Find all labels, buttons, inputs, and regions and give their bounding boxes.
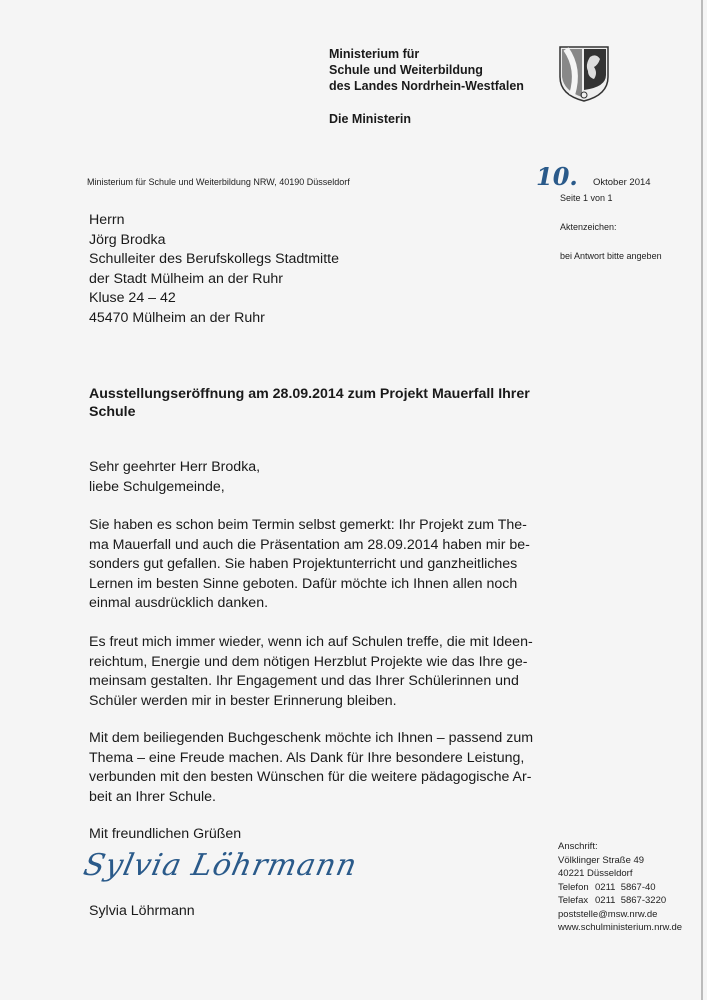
subject-line: Ausstellungseröffnung am 28.09.2014 zum Projekt Mauerfall Ihrer	[89, 386, 530, 402]
subject-line: Schule	[89, 404, 136, 420]
reference-note: bei Antwort bitte angeben	[560, 251, 662, 261]
recipient-line: der Stadt Mülheim an der Ruhr	[89, 270, 283, 287]
letterhead	[329, 46, 524, 127]
nrw-coat-of-arms-icon	[558, 45, 610, 103]
text-line: einmal ausdrücklich danken.	[89, 595, 269, 611]
text-line: ma Mauerfall und auch die Präsentation am 28.09.2014 haben mir be-	[89, 536, 530, 553]
salutation-line: Sehr geehrter Herr Brodka,	[89, 459, 261, 475]
fax-label: Telefax	[558, 895, 589, 906]
phone-number: 0211 5867-40	[595, 881, 656, 893]
text-line: beit an Ihrer Schule.	[89, 788, 216, 805]
letterhead-line: Schule und Weiterbildung	[329, 63, 483, 77]
page-count: Seite 1 von 1	[560, 193, 613, 203]
paragraph-1	[89, 516, 530, 614]
recipient-line: Schulleiter des Berufskollegs Stadtmitte	[89, 251, 339, 267]
closing: Mit freundlichen Grüßen	[89, 826, 242, 842]
date-text: Oktober 2014	[593, 177, 651, 188]
phone-label: Telefon	[558, 881, 589, 893]
reference-label: Aktenzeichen:	[560, 222, 617, 232]
text-line: Sie haben es schon beim Termin selbst gemerkt: Ihr Projekt zum The-	[89, 517, 527, 533]
email-link[interactable]: poststelle@msw.nrw.de	[558, 908, 658, 920]
handwritten-day: 10.	[536, 162, 578, 191]
letterhead-role: Die Ministerin	[329, 112, 411, 126]
fax-number: 0211 5867-3220	[595, 895, 667, 906]
text-line: Thema – eine Freude machen. Als Dank für Ihre besondere Leistung,	[89, 749, 525, 766]
address-street: Völklinger Straße 49	[558, 854, 645, 866]
address-label: Anschrift:	[558, 841, 598, 852]
handwritten-signature: Sylvia Löhrmann	[80, 848, 361, 883]
address-city: 40221 Düsseldorf	[558, 868, 633, 879]
text-line: Schüler werden mir in bester Erinnerung bleiben.	[89, 692, 397, 709]
subject	[89, 385, 530, 421]
recipient-address	[89, 211, 339, 328]
text-line: meinsam gestalten. Ihr Engagement und das Ihrer Schülerinnen und	[89, 673, 519, 689]
recipient-line: Herrn	[89, 212, 125, 228]
letterhead-line: Ministerium für	[329, 47, 420, 61]
text-line: Mit dem beiliegenden Buchgeschenk möchte ich Ihnen – passend zum	[89, 730, 534, 746]
recipient-line: Jörg Brodka	[89, 231, 166, 248]
salutation	[89, 458, 260, 497]
text-line: verbunden mit den besten Wünschen für die weitere pädagogische Ar-	[89, 769, 532, 785]
recipient-line: Kluse 24 – 42	[89, 290, 176, 306]
sender-line: Ministerium für Schule und Weiterbildung NRW, 40190 Düsseldorf	[87, 177, 350, 187]
paragraph-3	[89, 729, 533, 807]
signer-name: Sylvia Löhrmann	[89, 903, 195, 919]
salutation-line: liebe Schulgemeinde,	[89, 478, 225, 495]
page-edge	[701, 0, 703, 1000]
address-block	[558, 840, 682, 935]
text-line: Lernen im besten Sinne geboten. Dafür möchte ich Ihnen allen noch	[89, 575, 518, 592]
paragraph-2	[89, 633, 533, 711]
text-line: reichtum, Energie und dem nötigen Herzblut Projekte wie das Ihre ge-	[89, 653, 528, 670]
website-link[interactable]: www.schulministerium.nrw.de	[558, 922, 683, 933]
letterhead-line: des Landes Nordrhein-Westfalen	[329, 79, 524, 93]
text-line: Es freut mich immer wieder, wenn ich auf Schulen treffe, die mit Ideen-	[89, 634, 533, 650]
recipient-line: 45470 Mülheim an der Ruhr	[89, 309, 265, 326]
text-line: sonders gut gefallen. Sie haben Projektunterricht und ganzheitliches	[89, 556, 518, 572]
